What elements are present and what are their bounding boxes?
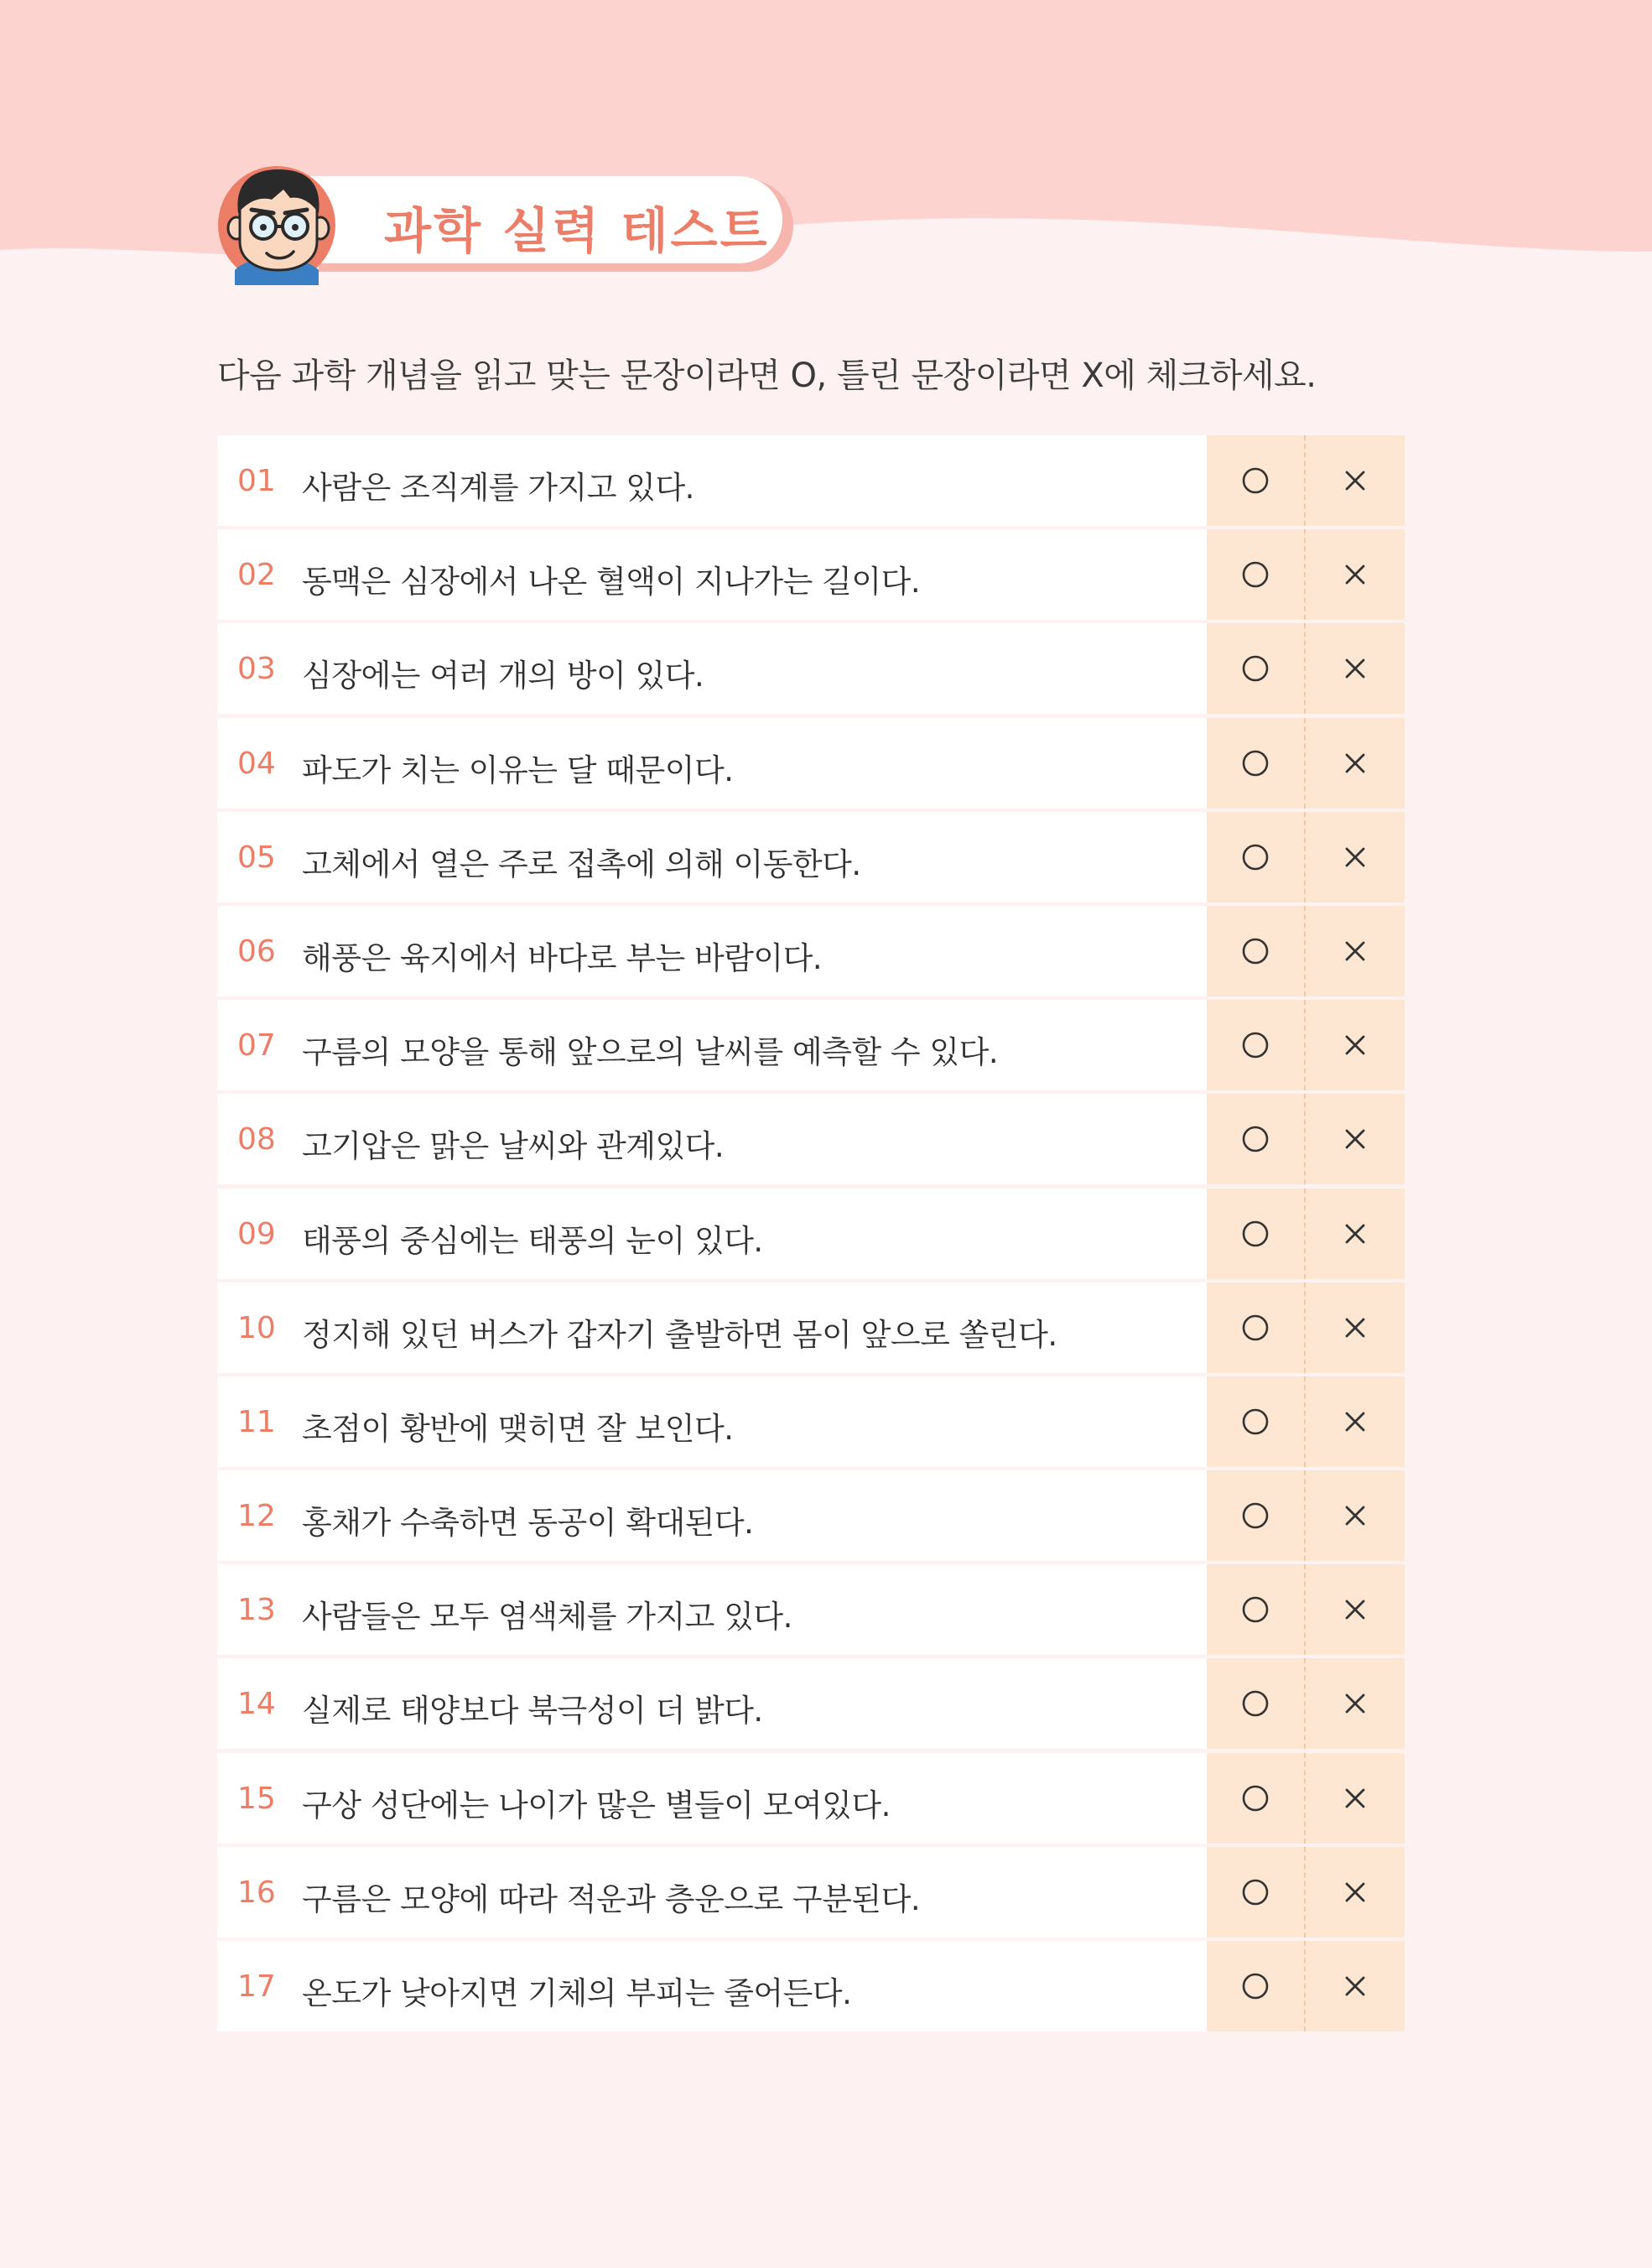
circle-o-icon <box>1241 1125 1270 1153</box>
quiz-row <box>217 1189 1405 1279</box>
question-statement: 사람은 조직계를 가지고 있다. <box>302 470 694 506</box>
question-number: 02 <box>237 558 276 593</box>
answer-o-checkbox[interactable] <box>1207 1094 1306 1184</box>
question-number: 05 <box>237 840 276 875</box>
answer-x-checkbox[interactable] <box>1306 1847 1405 1938</box>
question-cell <box>217 718 1207 809</box>
cross-x-icon <box>1343 1126 1368 1152</box>
circle-o-icon <box>1241 1595 1270 1624</box>
answer-x-checkbox[interactable] <box>1306 1470 1405 1561</box>
question-statement: 고기압은 맑은 날씨와 관계있다. <box>302 1128 725 1165</box>
cross-x-icon <box>1343 1597 1368 1622</box>
cross-x-icon <box>1343 845 1368 870</box>
answer-o-checkbox[interactable] <box>1207 906 1306 996</box>
answer-o-checkbox[interactable] <box>1207 1282 1306 1373</box>
answer-x-checkbox[interactable] <box>1306 623 1405 714</box>
question-number: 11 <box>237 1404 276 1439</box>
question-number: 14 <box>237 1687 276 1722</box>
cross-x-icon <box>1343 1974 1368 1999</box>
question-number: 15 <box>237 1781 276 1816</box>
question-number: 17 <box>237 1969 276 2004</box>
question-statement: 파도가 치는 이유는 달 때문이다. <box>302 752 734 788</box>
question-number: 07 <box>237 1028 276 1064</box>
question-cell <box>217 1282 1207 1373</box>
answer-x-checkbox[interactable] <box>1306 1189 1405 1279</box>
circle-o-icon <box>1241 749 1270 778</box>
question-cell <box>217 529 1207 620</box>
answer-o-checkbox[interactable] <box>1207 1941 1306 2031</box>
answer-o-checkbox[interactable] <box>1207 1564 1306 1655</box>
quiz-row <box>217 812 1405 903</box>
answer-o-checkbox[interactable] <box>1207 1470 1306 1561</box>
question-statement: 구름은 모양에 따라 적운과 층운으로 구분된다. <box>302 1880 921 1917</box>
quiz-row <box>217 718 1405 809</box>
question-number: 04 <box>237 746 276 781</box>
question-statement: 홍채가 수축하면 동공이 확대된다. <box>302 1505 754 1542</box>
quiz-row <box>217 1470 1405 1561</box>
quiz-row <box>217 623 1405 714</box>
cross-x-icon <box>1343 939 1368 964</box>
question-number: 08 <box>237 1122 276 1157</box>
question-number: 13 <box>237 1593 276 1628</box>
cross-x-icon <box>1343 1033 1368 1058</box>
answer-o-checkbox[interactable] <box>1207 1189 1306 1279</box>
circle-o-icon <box>1241 1313 1270 1342</box>
circle-o-icon <box>1241 843 1270 871</box>
cross-x-icon <box>1343 1315 1368 1340</box>
cross-x-icon <box>1343 1691 1368 1716</box>
question-cell <box>217 1941 1207 2031</box>
quiz-row <box>217 1282 1405 1373</box>
quiz-row <box>217 1941 1405 2031</box>
cross-x-icon <box>1343 751 1368 776</box>
answer-o-checkbox[interactable] <box>1207 529 1306 620</box>
question-cell <box>217 1189 1207 1279</box>
circle-o-icon <box>1241 560 1270 589</box>
question-statement: 정지해 있던 버스가 갑자기 출발하면 몸이 앞으로 쏠린다. <box>302 1316 1057 1353</box>
question-cell <box>217 435 1207 526</box>
question-number: 06 <box>237 934 276 969</box>
quiz-row <box>217 1376 1405 1467</box>
question-statement: 태풍의 중심에는 태풍의 눈이 있다. <box>302 1222 763 1259</box>
question-cell <box>217 1847 1207 1938</box>
answer-x-checkbox[interactable] <box>1306 1376 1405 1467</box>
quiz-row <box>217 1000 1405 1090</box>
answer-o-checkbox[interactable] <box>1207 1000 1306 1090</box>
cross-x-icon <box>1343 562 1368 587</box>
answer-o-checkbox[interactable] <box>1207 1658 1306 1749</box>
circle-o-icon <box>1241 1784 1270 1813</box>
quiz-row <box>217 435 1405 526</box>
question-statement: 고체에서 열은 주로 접촉에 의해 이동한다. <box>302 845 861 882</box>
question-cell <box>217 1000 1207 1090</box>
circle-o-icon <box>1241 1878 1270 1906</box>
quiz-row <box>217 906 1405 996</box>
circle-o-icon <box>1241 1501 1270 1530</box>
answer-x-checkbox[interactable] <box>1306 812 1405 903</box>
question-cell <box>217 1094 1207 1184</box>
question-statement: 초점이 황반에 맺히면 잘 보인다. <box>302 1410 734 1447</box>
answer-x-checkbox[interactable] <box>1306 1941 1405 2031</box>
cross-x-icon <box>1343 1409 1368 1434</box>
question-statement: 사람들은 모두 염색체를 가지고 있다. <box>302 1599 792 1636</box>
answer-x-checkbox[interactable] <box>1306 1282 1405 1373</box>
quiz-row <box>217 1753 1405 1844</box>
circle-o-icon <box>1241 1972 1270 2000</box>
circle-o-icon <box>1241 466 1270 495</box>
quiz-row <box>217 529 1405 620</box>
question-statement: 구름의 모양을 통해 앞으로의 날씨를 예측할 수 있다. <box>302 1034 999 1071</box>
question-cell <box>217 1376 1207 1467</box>
circle-o-icon <box>1241 1407 1270 1436</box>
answer-o-checkbox[interactable] <box>1207 718 1306 809</box>
answer-x-checkbox[interactable] <box>1306 718 1405 809</box>
page-title: 과학 실력 테스트 <box>384 202 770 259</box>
quiz-table <box>217 435 1405 2035</box>
question-statement: 동맥은 심장에서 나온 혈액이 지나가는 길이다. <box>302 564 921 601</box>
circle-o-icon <box>1241 654 1270 683</box>
answer-x-checkbox[interactable] <box>1306 435 1405 526</box>
circle-o-icon <box>1241 1031 1270 1059</box>
cross-x-icon <box>1343 1786 1368 1811</box>
answer-o-checkbox[interactable] <box>1207 623 1306 714</box>
answer-x-checkbox[interactable] <box>1306 1000 1405 1090</box>
glasses-boy-icon <box>216 159 342 285</box>
answer-o-checkbox[interactable] <box>1207 1847 1306 1938</box>
question-statement: 심장에는 여러 개의 방이 있다. <box>302 658 704 694</box>
answer-x-checkbox[interactable] <box>1306 1658 1405 1749</box>
question-statement: 구상 성단에는 나이가 많은 별들이 모여있다. <box>302 1787 891 1823</box>
quiz-row <box>217 1564 1405 1655</box>
question-statement: 해풍은 육지에서 바다로 부는 바람이다. <box>302 939 823 976</box>
answer-x-checkbox[interactable] <box>1306 1094 1405 1184</box>
answer-o-checkbox[interactable] <box>1207 812 1306 903</box>
question-statement: 실제로 태양보다 북극성이 더 밝다. <box>302 1693 763 1730</box>
answer-o-checkbox[interactable] <box>1207 435 1306 526</box>
question-number: 12 <box>237 1499 276 1534</box>
instruction-text: 다음 과학 개념을 읽고 맞는 문장이라면 O, 틀린 문장이라면 X에 체크하세요. <box>217 356 1317 395</box>
answer-x-checkbox[interactable] <box>1306 1564 1405 1655</box>
quiz-row <box>217 1658 1405 1749</box>
answer-x-checkbox[interactable] <box>1306 1753 1405 1844</box>
question-cell <box>217 1564 1207 1655</box>
answer-o-checkbox[interactable] <box>1207 1376 1306 1467</box>
quiz-row <box>217 1847 1405 1938</box>
question-cell <box>217 623 1207 714</box>
question-cell <box>217 812 1207 903</box>
question-number: 01 <box>237 464 276 498</box>
question-number: 09 <box>237 1216 276 1251</box>
title-badge <box>216 159 803 285</box>
cross-x-icon <box>1343 1503 1368 1528</box>
circle-o-icon <box>1241 1220 1270 1248</box>
question-number: 10 <box>237 1310 276 1345</box>
cross-x-icon <box>1343 468 1368 493</box>
answer-x-checkbox[interactable] <box>1306 906 1405 996</box>
cross-x-icon <box>1343 1880 1368 1905</box>
quiz-row <box>217 1094 1405 1184</box>
question-cell <box>217 1470 1207 1561</box>
question-number: 16 <box>237 1875 276 1910</box>
cross-x-icon <box>1343 656 1368 681</box>
question-number: 03 <box>237 652 276 687</box>
circle-o-icon <box>1241 1689 1270 1718</box>
question-cell <box>217 906 1207 996</box>
question-statement: 온도가 낮아지면 기체의 부피는 줄어든다. <box>302 1975 852 2011</box>
answer-o-checkbox[interactable] <box>1207 1753 1306 1844</box>
answer-x-checkbox[interactable] <box>1306 529 1405 620</box>
question-cell <box>217 1753 1207 1844</box>
circle-o-icon <box>1241 937 1270 965</box>
question-cell <box>217 1658 1207 1749</box>
cross-x-icon <box>1343 1221 1368 1246</box>
